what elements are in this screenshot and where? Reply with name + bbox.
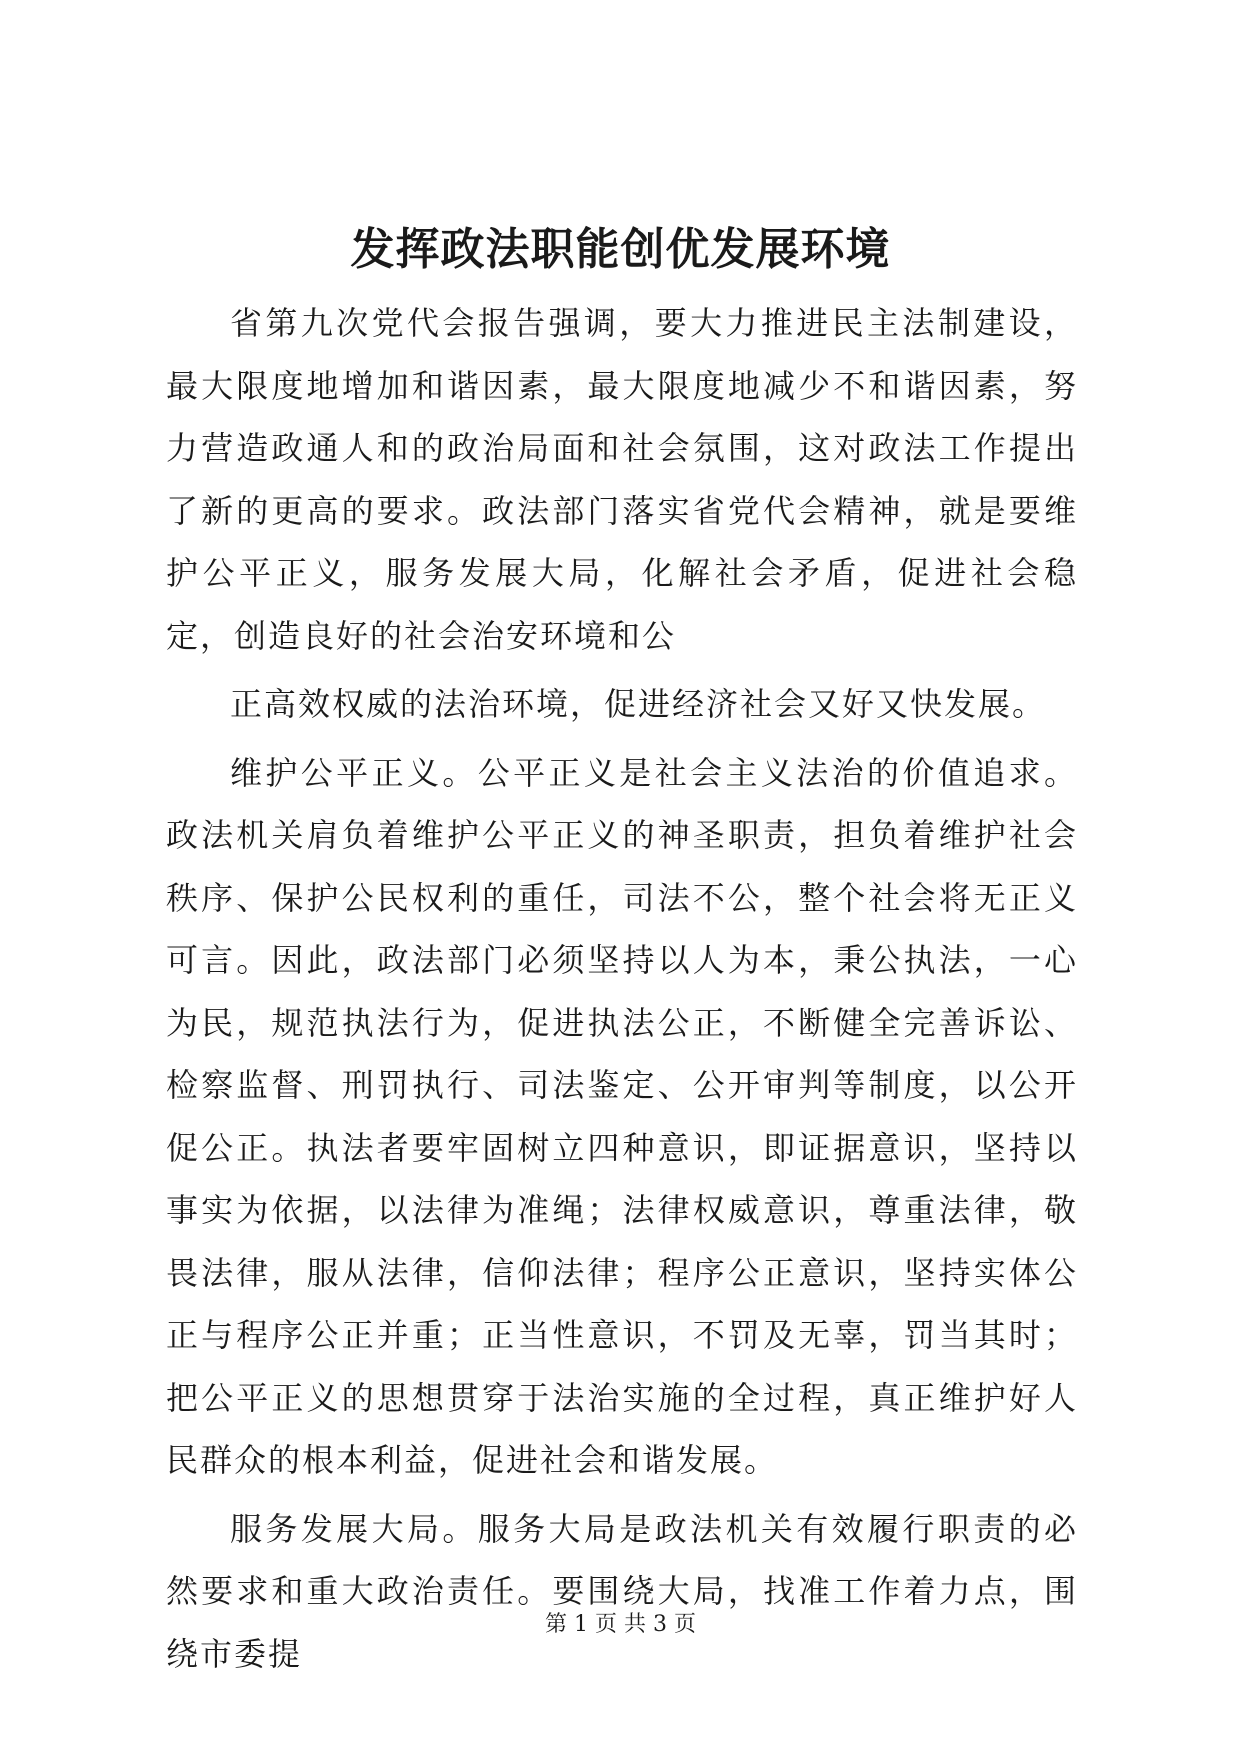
document-body <box>166 292 1078 1691</box>
paragraph: 正高效权威的法治环境，促进经济社会又好又快发展。 <box>230 685 1047 723</box>
document-title: 发挥政法职能创优发展环境 <box>350 224 891 275</box>
paragraph: 服务发展大局。服务大局是政法机关有效履行职责的必然要求和重大政治责任。要围绕大局，找准工作着力点，围绕市委提 <box>166 1509 1078 1673</box>
paragraph: 省第九次党代会报告强调，要大力推进民主法制建设，最大限度地增加和谐因素，最大限度地减少不和谐因素，努力营造政通人和的政治局面和社会氛围，这对政法工作提出了新的更高的要求。政法部门落实省党代会精神，就是要维护公平正义，服务发展大局，化解社会矛盾，促进社会稳定，创造良好的社会治安环境和公 <box>166 304 1078 655</box>
paragraph: 维护公平正义。公平正义是社会主义法治的价值追求。政法机关肩负着维护公平正义的神圣职责，担负着维护社会秩序、保护公民权利的重任，司法不公，整个社会将无正义可言。因此，政法部门必须坚持以人为本，秉公执法，一心为民，规范执法行为，促进执法公正，不断健全完善诉讼、检察监督、刑罚执行、司法鉴定、公开审判等制度，以公开促公正。执法者要牢固树立四种意识，即证据意识，坚持以事实为依据，以法律为准绳；法律权威意识，尊重法律，敬畏法律，服从法律，信仰法律；程序公正意识，坚持实体公正与程序公正并重；正当性意识，不罚及无辜，罚当其时；把公平正义的思想贯穿于法治实施的全过程，真正维护好人民群众的根本利益，促进社会和谐发展。 <box>166 753 1078 1479</box>
page-footer: 第 1 页 共 3 页 <box>545 1612 696 1637</box>
